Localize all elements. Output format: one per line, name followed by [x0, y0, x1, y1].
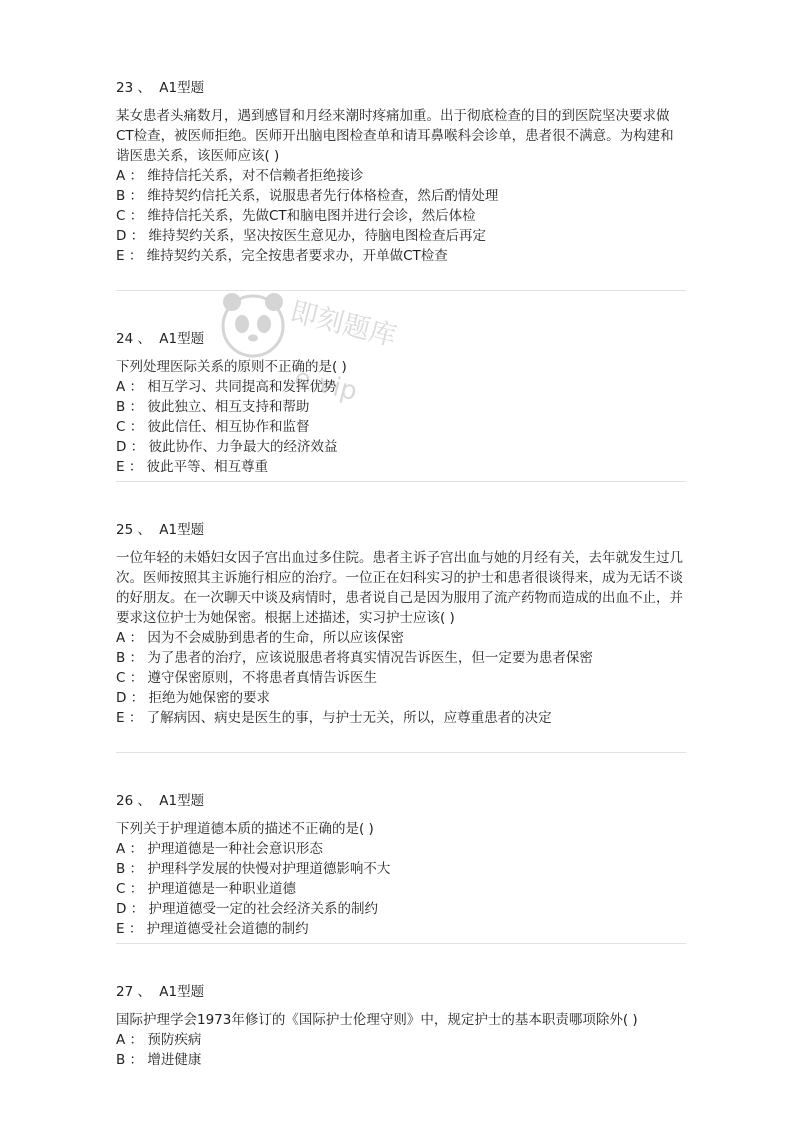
option-c: C ： 维持信托关系，先做CT和脑电图并进行会诊，然后体检	[116, 208, 476, 224]
question-type: A1型题	[159, 331, 205, 347]
option-e: E ： 维持契约关系，完全按患者要求办，开单做CT检查	[116, 248, 448, 264]
question-number: 23 、	[116, 80, 151, 96]
option-a: A ： 护理道德是一种社会意识形态	[116, 841, 323, 857]
question-number: 27 、	[116, 984, 151, 1000]
question-stem: 国际护理学会1973年修订的《国际护士伦理守则》中，规定护士的基本职责哪项除外( )	[116, 1012, 638, 1028]
divider	[116, 943, 686, 944]
question-type: A1型题	[159, 80, 205, 96]
divider	[116, 481, 686, 482]
option-a: A ： 因为不会威胁到患者的生命，所以应该保密	[116, 630, 404, 646]
question-stem: 下列处理医际关系的原则不正确的是( )	[116, 359, 347, 375]
question-stem: 某女患者头痛数月，遇到感冒和月经来潮时疼痛加重。出于彻底检查的目的到医院坚决要求做CT检查，被医师拒绝。医师开出脑电图检查单和请耳鼻喉科会诊单，患者很不满意。为构建和谐医患关系，该医师应该( )	[116, 108, 674, 164]
option-d: D ： 维持契约关系，坚决按医生意见办，待脑电图检查后再定	[116, 228, 486, 244]
option-c: C ： 遵守保密原则，不将患者真情告诉医生	[116, 670, 378, 686]
option-e: E ： 了解病因、病史是医生的事，与护士无关，所以，应尊重患者的决定	[116, 710, 552, 726]
question-header	[116, 791, 686, 811]
divider	[116, 290, 686, 291]
question-stem: 下列关于护理道德本质的描述不正确的是( )	[116, 821, 374, 837]
question-header	[116, 78, 686, 98]
question-24	[116, 329, 686, 475]
question-23	[116, 78, 686, 270]
option-b: B ： 护理科学发展的快慢对护理道德影响不大	[116, 861, 391, 877]
question-header	[116, 329, 686, 349]
option-b: B ： 维持契约信托关系，说服患者先行体格检查，然后酌情处理	[116, 188, 499, 204]
option-c: C ： 护理道德是一种职业道德	[116, 881, 297, 897]
option-d: D ： 拒绝为她保密的要求	[116, 690, 270, 706]
question-26	[116, 791, 686, 937]
question-document	[116, 78, 686, 1070]
question-27	[116, 982, 686, 1070]
option-b: B ： 增进健康	[116, 1052, 202, 1068]
option-d: D ： 彼此协作、力争最大的经济效益	[116, 439, 338, 455]
question-number: 26 、	[116, 793, 151, 809]
question-type: A1型题	[159, 984, 205, 1000]
option-e: E ： 彼此平等、相互尊重	[116, 459, 269, 475]
question-header	[116, 982, 686, 1002]
option-b: B ： 彼此独立、相互支持和帮助	[116, 399, 310, 415]
question-number: 25 、	[116, 522, 151, 538]
option-a: A ： 相互学习、共同提高和发挥优势	[116, 379, 337, 395]
question-number: 24 、	[116, 331, 151, 347]
option-b: B ： 为了患者的治疗，应该说服患者将真实情况告诉医生，但一定要为患者保密	[116, 650, 593, 666]
option-a: A ： 维持信托关系，对不信赖者拒绝接诊	[116, 168, 364, 184]
question-header	[116, 520, 686, 540]
question-stem: 一位年轻的未婚妇女因子宫出血过多住院。患者主诉子宫出血与她的月经有关，去年就发生过几次。医师按照其主诉施行相应的治疗。一位正在妇科实习的护士和患者很谈得来，成为无话不谈的好朋友。在一次聊天中谈及病情时，患者说自己是因为服用了流产药物而造成的出血不止，并要求这位护士为她保密。根据上述描述，实习护士应该( )	[116, 550, 683, 626]
option-d: D ： 护理道德受一定的社会经济关系的制约	[116, 901, 378, 917]
watermark-brand-text: 即刻题库	[287, 296, 400, 353]
option-a: A ： 预防疾病	[116, 1032, 202, 1048]
question-25	[116, 520, 686, 732]
divider	[116, 752, 686, 753]
question-type: A1型题	[159, 793, 205, 809]
question-type: A1型题	[159, 522, 205, 538]
option-e: E ： 护理道德受社会道德的制约	[116, 921, 309, 937]
option-c: C ： 彼此信任、相互协作和监督	[116, 419, 310, 435]
watermark-url-text: e.vip	[291, 362, 361, 408]
